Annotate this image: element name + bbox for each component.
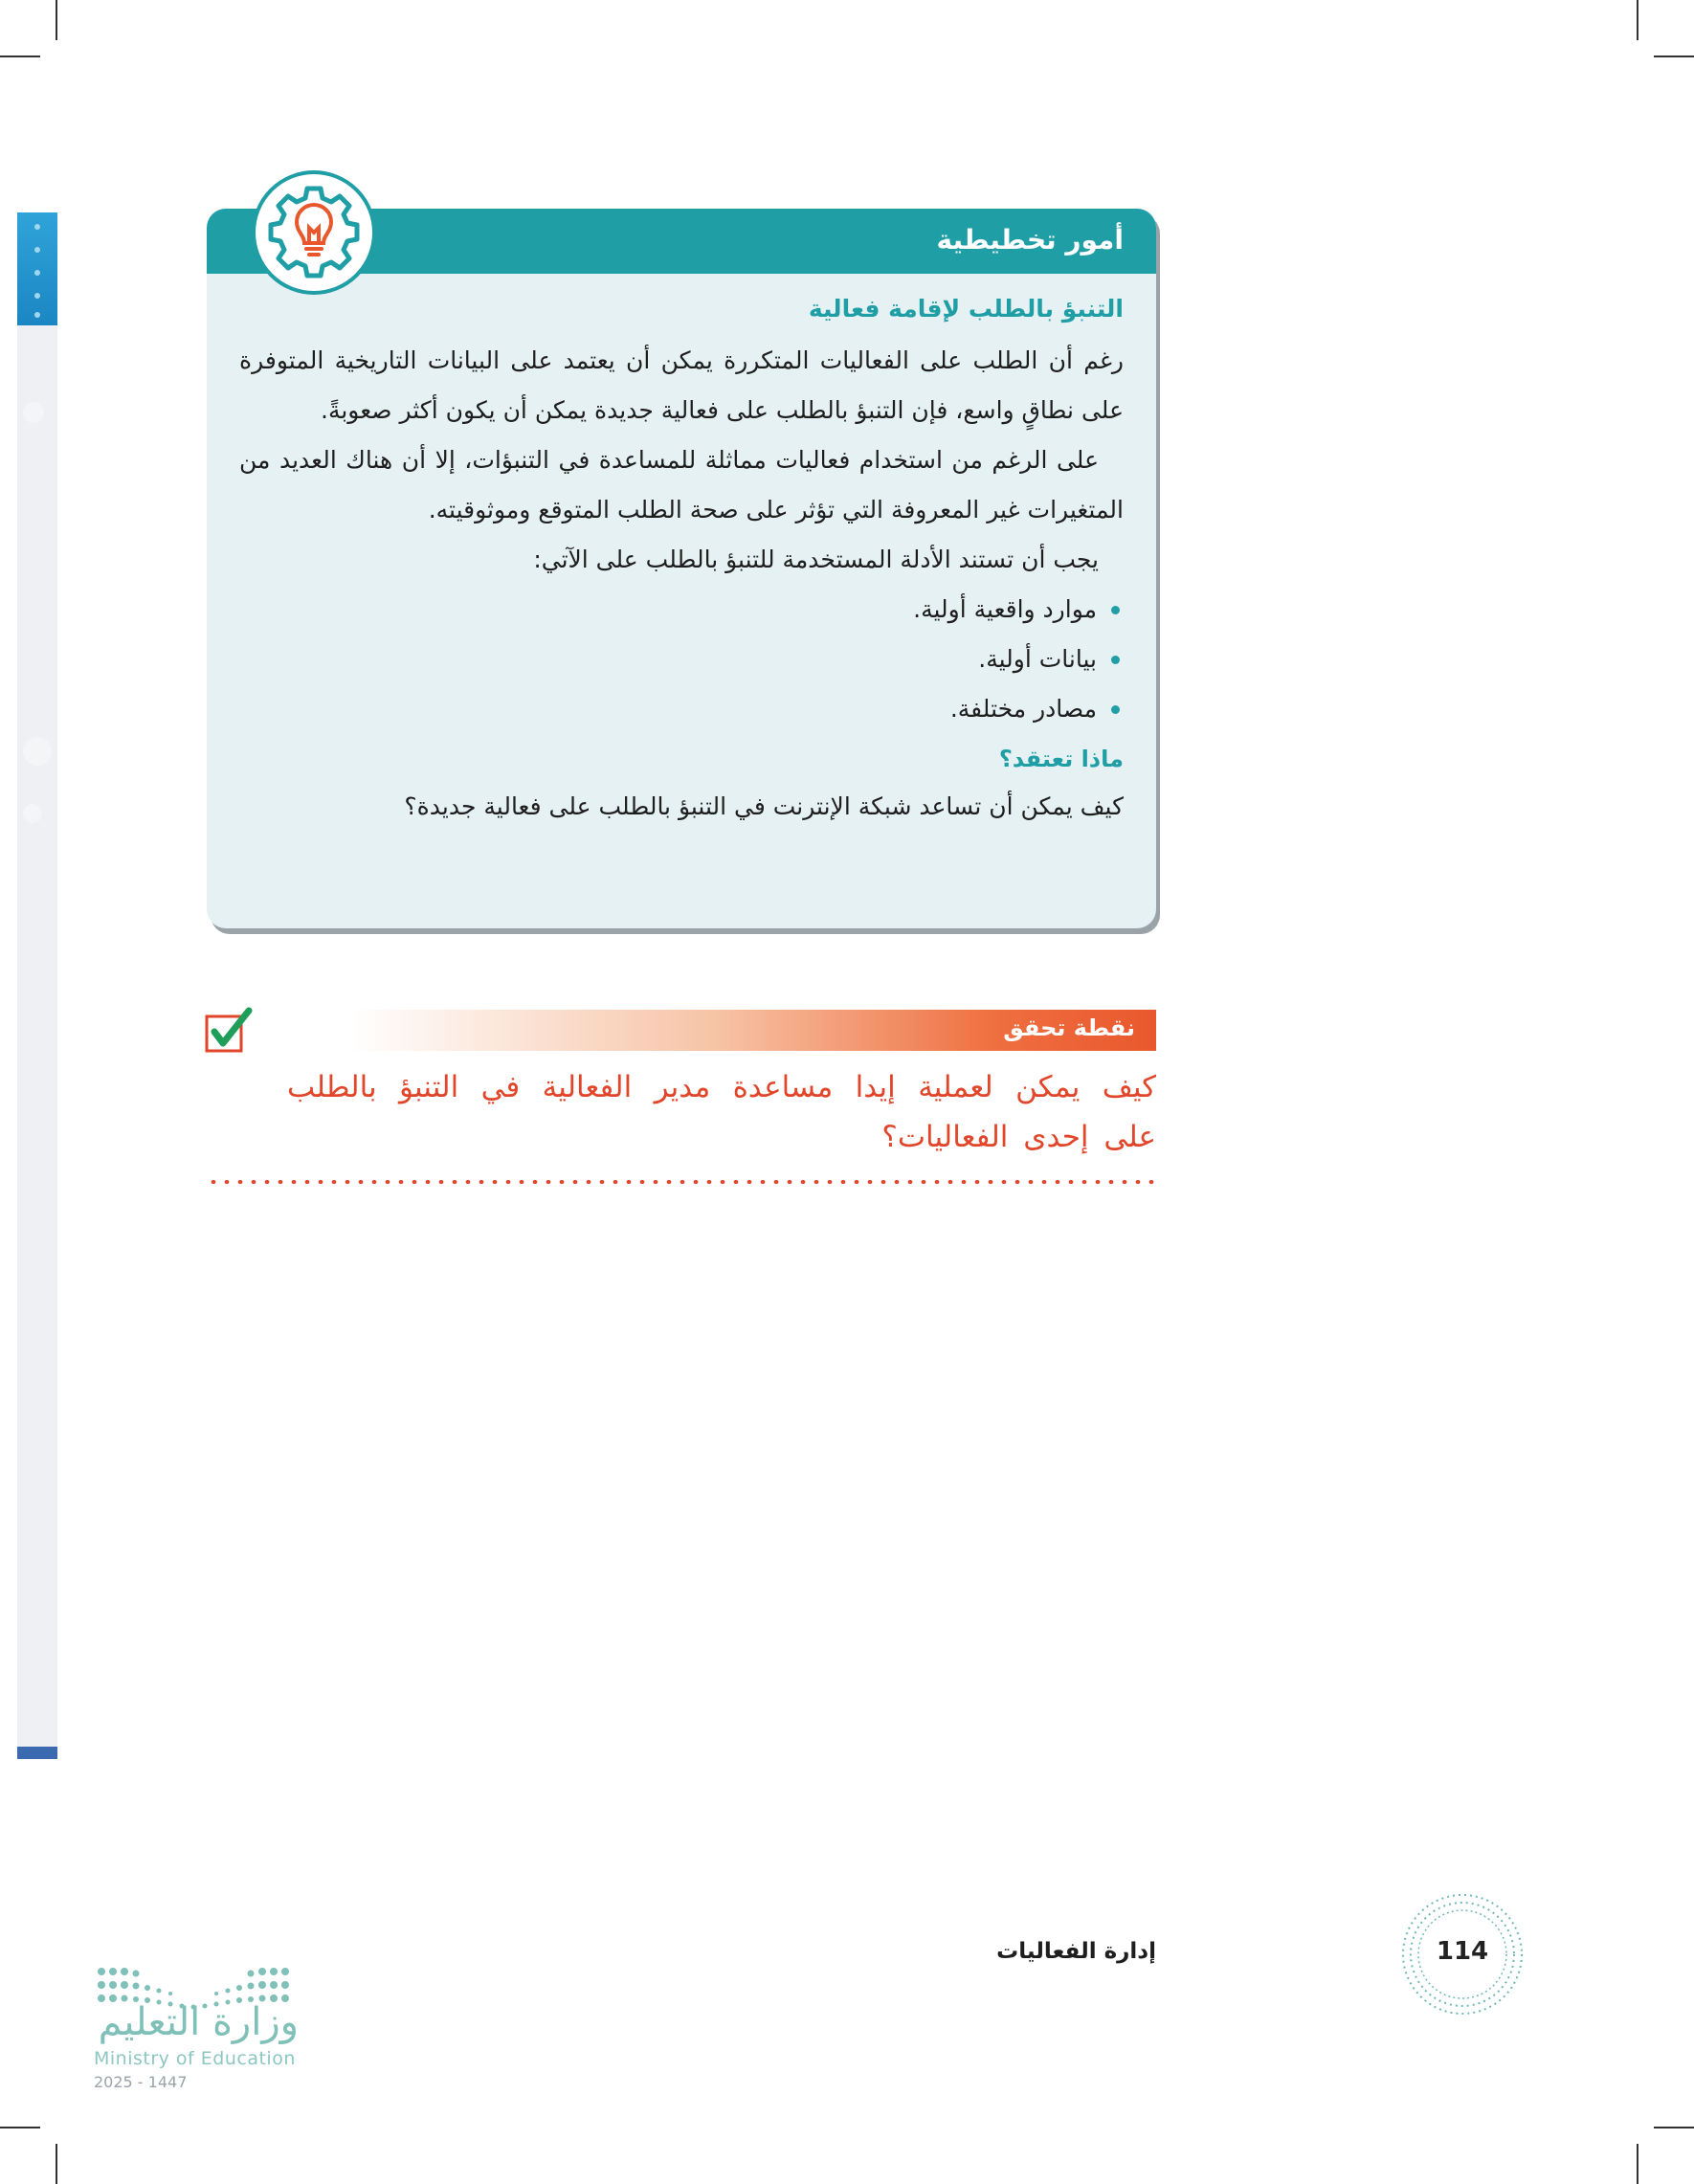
book-title: إدارة الفعاليات <box>996 1939 1156 1964</box>
checkmark-icon <box>205 1007 253 1053</box>
checkpoint-title: نقطة تحقق <box>1003 1014 1135 1041</box>
paragraph-1: رغم أن الطلب على الفعاليات المتكررة يمكن أن يعتمد على البيانات التاريخية المتوفرة على نطاقٍ واسع، فإن التنبؤ بالطلب على فعالية جديدة يمكن أن يكون أكثر صعوبةً. <box>239 346 1124 424</box>
list-item: موارد واقعية أولية. <box>239 585 1097 635</box>
list-item: مصادر مختلفة. <box>239 684 1097 734</box>
planning-title: أمور تخطيطية <box>936 224 1124 256</box>
crop-mark <box>1654 56 1694 57</box>
evidence-list <box>239 585 1124 734</box>
checkpoint-question: كيف يمكن لعملية إيدا مساعدة مدير الفعالية في التنبؤ بالطلب على إحدى الفعاليات؟ <box>287 1070 1156 1154</box>
side-strip-accent <box>17 212 57 325</box>
crop-mark <box>0 56 40 57</box>
planning-subheading: التنبؤ بالطلب لإقامة فعالية <box>808 295 1124 323</box>
list-item: بيانات أولية. <box>239 635 1097 684</box>
gear-lightbulb-icon <box>252 170 376 295</box>
question-heading: ماذا تعتقد؟ <box>998 746 1124 772</box>
paragraph-3: يجب أن تستند الأدلة المستخدمة للتنبؤ بالطلب على الآتي: <box>533 546 1099 573</box>
paragraph-2: على الرغم من استخدام فعاليات مماثلة للمساعدة في التنبؤات، إلا أن هناك العديد من المتغيرات غير المعروفة التي تؤثر على صحة الطلب المتوقع وموثوقيته. <box>239 446 1124 524</box>
ministry-year: 2025 - 1447 <box>94 2073 188 2091</box>
ministry-name-ar: وزارة التعليم <box>98 2000 299 2044</box>
crop-mark <box>1637 0 1638 40</box>
checkpoint-bar <box>349 1010 1156 1051</box>
side-strip-marker <box>17 1747 57 1759</box>
decorative-dot <box>23 402 44 423</box>
decorative-dot <box>23 804 42 823</box>
crop-mark <box>0 2127 40 2128</box>
planning-body <box>239 295 1124 834</box>
crop-mark <box>1637 2144 1638 2184</box>
question-text: كيف يمكن أن تساعد شبكة الإنترنت في التنبؤ بالطلب على فعالية جديدة؟ <box>404 792 1124 820</box>
crop-mark <box>1654 2127 1694 2128</box>
page-number: 114 <box>1436 1937 1489 1966</box>
crop-mark <box>56 0 57 40</box>
planning-box <box>207 209 1156 928</box>
side-strip <box>17 325 57 1751</box>
answer-line <box>207 1180 1156 1184</box>
ministry-name-en: Ministry of Education <box>94 2048 296 2069</box>
decorative-dot <box>23 737 52 766</box>
crop-mark <box>56 2144 57 2184</box>
